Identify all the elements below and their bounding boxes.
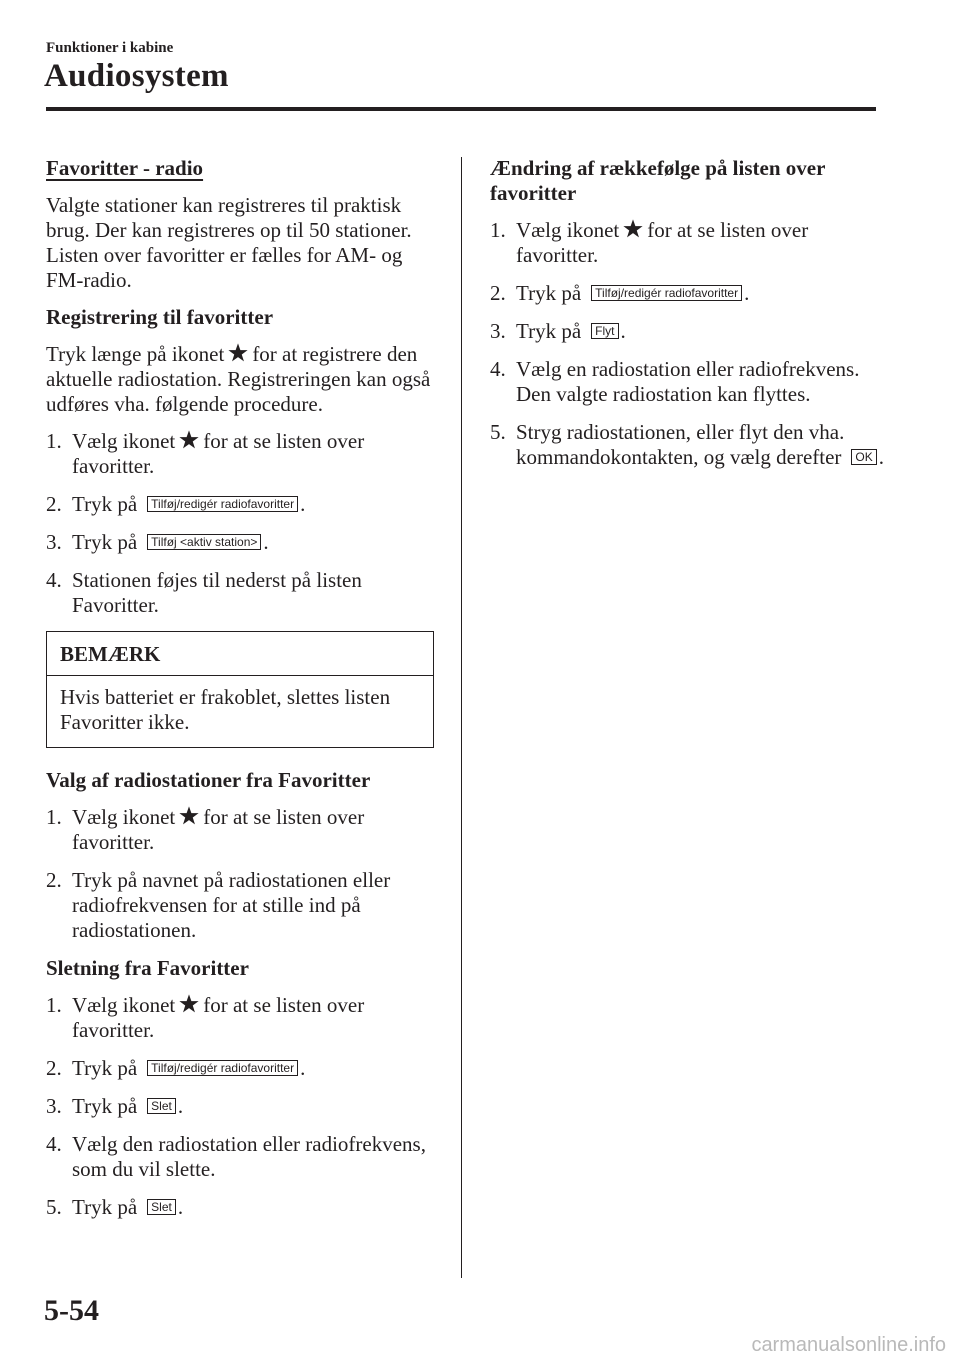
list-item (46, 530, 434, 555)
star-icon (178, 993, 200, 1015)
list-item (46, 1132, 434, 1182)
add-edit-favorites-button: Tilføj/redigér radiofavoritter (147, 496, 298, 512)
register-steps (46, 429, 434, 618)
step-text-before: Tryk på (72, 1056, 138, 1080)
add-edit-favorites-button: Tilføj/redigér radiofavoritter (591, 285, 742, 301)
order-heading: Ændring af rækkefølge på listen over favoritter (490, 156, 826, 205)
step-text-before: Tryk på (72, 492, 138, 516)
left-column (46, 156, 434, 1233)
step-number: 1. (490, 218, 506, 242)
list-item (490, 218, 885, 268)
step-text-before: Vælg ikonet (72, 429, 176, 453)
column-divider (461, 157, 462, 1278)
register-intro (46, 342, 434, 417)
step-number: 1. (46, 805, 62, 829)
step-text-after: . (878, 445, 885, 469)
step-text (72, 993, 434, 1043)
list-item (46, 993, 434, 1043)
right-column (490, 156, 885, 483)
step-text: Vælg en radiostation eller radiofrekvens. Den valgte radiostation kan flyttes. (516, 357, 860, 406)
step-number: 2. (46, 868, 62, 892)
step-text (72, 1195, 434, 1220)
order-steps (490, 218, 885, 470)
step-text: Vælg den radiostation eller radiofrekvens, som du vil slette. (72, 1132, 426, 1181)
step-number: 5. (46, 1195, 62, 1219)
step-text (516, 281, 885, 306)
list-item (490, 420, 885, 470)
step-text-after: for at se listen over favoritter. (72, 805, 365, 854)
step-number: 3. (46, 530, 62, 554)
add-active-station-button: Tilføj <aktiv station> (147, 534, 261, 550)
note-title: BEMÆRK (47, 632, 433, 676)
list-item (490, 281, 885, 306)
step-number: 2. (46, 492, 62, 516)
list-item (46, 1195, 434, 1220)
list-item (46, 492, 434, 517)
register-intro-after: for at registrere den aktuelle radiostation. Registreringen kan også udføres vha. følgende procedure. (46, 342, 431, 416)
step-text (72, 429, 434, 479)
delete-heading: Sletning fra Favoritter (46, 956, 249, 980)
step-text (72, 1094, 434, 1119)
step-text-before: Tryk på (516, 281, 582, 305)
step-text-before: Tryk på (72, 530, 138, 554)
step-text-after: . (744, 281, 750, 305)
step-text (516, 319, 885, 344)
list-item (490, 319, 885, 344)
step-text (72, 1056, 434, 1081)
star-icon (622, 218, 644, 240)
step-text-before: Stryg radiostationen, eller flyt den vha. kommandokontakten, og vælg derefter (516, 420, 845, 469)
step-text (516, 218, 885, 268)
step-text-after: . (177, 1195, 184, 1219)
list-item (46, 805, 434, 855)
step-text-before: Tryk på (72, 1195, 138, 1219)
step-number: 1. (46, 429, 62, 453)
step-text: Stationen føjes til nederst på listen Favoritter. (72, 568, 362, 617)
list-item (46, 1056, 434, 1081)
add-edit-favorites-button: Tilføj/redigér radiofavoritter (147, 1060, 298, 1076)
step-number: 3. (46, 1094, 62, 1118)
step-text (72, 530, 434, 555)
move-button: Flyt (591, 323, 618, 339)
step-text (72, 492, 434, 517)
step-number: 3. (490, 319, 506, 343)
list-item (46, 868, 434, 943)
step-text-before: Vælg ikonet (72, 993, 176, 1017)
delete-steps (46, 993, 434, 1220)
step-text (516, 420, 885, 470)
step-text-after: for at se listen over favoritter. (516, 218, 809, 267)
ok-button: OK (851, 449, 876, 465)
note-box (46, 631, 434, 748)
watermark: carmanualsonline.info (751, 1334, 946, 1356)
step-text-after: . (263, 530, 269, 554)
star-icon (227, 342, 249, 364)
step-number: 4. (46, 568, 62, 592)
step-text-after: . (300, 1056, 306, 1080)
page-number: 5-54 (44, 1294, 99, 1327)
step-number: 1. (46, 993, 62, 1017)
section-label: Funktioner i kabine (46, 40, 174, 56)
step-text: Tryk på navnet på radiostationen eller radiofrekvensen for at stille ind på radiostationen. (72, 868, 391, 942)
step-text (72, 805, 434, 855)
step-text-after: . (300, 492, 306, 516)
step-text-before: Vælg ikonet (72, 805, 176, 829)
note-body: Hvis batteriet er frakoblet, slettes listen Favoritter ikke. (60, 685, 391, 734)
list-item (490, 357, 885, 407)
step-number: 2. (46, 1056, 62, 1080)
star-icon (178, 429, 200, 451)
favorites-intro: Valgte stationer kan registreres til praktisk brug. Der kan registreres op til 50 stationer. Listen over favoritter er fælles for AM- og FM-radio. (46, 193, 412, 292)
step-number: 5. (490, 420, 506, 444)
step-text-before: Tryk på (516, 319, 582, 343)
favorites-heading: Favoritter - radio (46, 156, 204, 180)
list-item (46, 568, 434, 618)
register-intro-before: Tryk længe på ikonet (46, 342, 225, 366)
select-steps (46, 805, 434, 943)
step-text-after: for at se listen over favoritter. (72, 429, 365, 478)
step-number: 2. (490, 281, 506, 305)
page-title: Audiosystem (44, 58, 229, 94)
step-number: 4. (46, 1132, 62, 1156)
select-heading: Valg af radiostationer fra Favoritter (46, 768, 371, 792)
title-rule (46, 107, 876, 111)
star-icon (178, 805, 200, 827)
delete-button: Slet (147, 1098, 176, 1114)
step-text-before: Tryk på (72, 1094, 138, 1118)
step-number: 4. (490, 357, 506, 381)
step-text-after: for at se listen over favoritter. (72, 993, 365, 1042)
step-text-after: . (177, 1094, 184, 1118)
register-heading: Registrering til favoritter (46, 305, 274, 329)
list-item (46, 1094, 434, 1119)
step-text-before: Vælg ikonet (516, 218, 620, 242)
step-text-after: . (620, 319, 626, 343)
list-item (46, 429, 434, 479)
delete-button: Slet (147, 1199, 176, 1215)
